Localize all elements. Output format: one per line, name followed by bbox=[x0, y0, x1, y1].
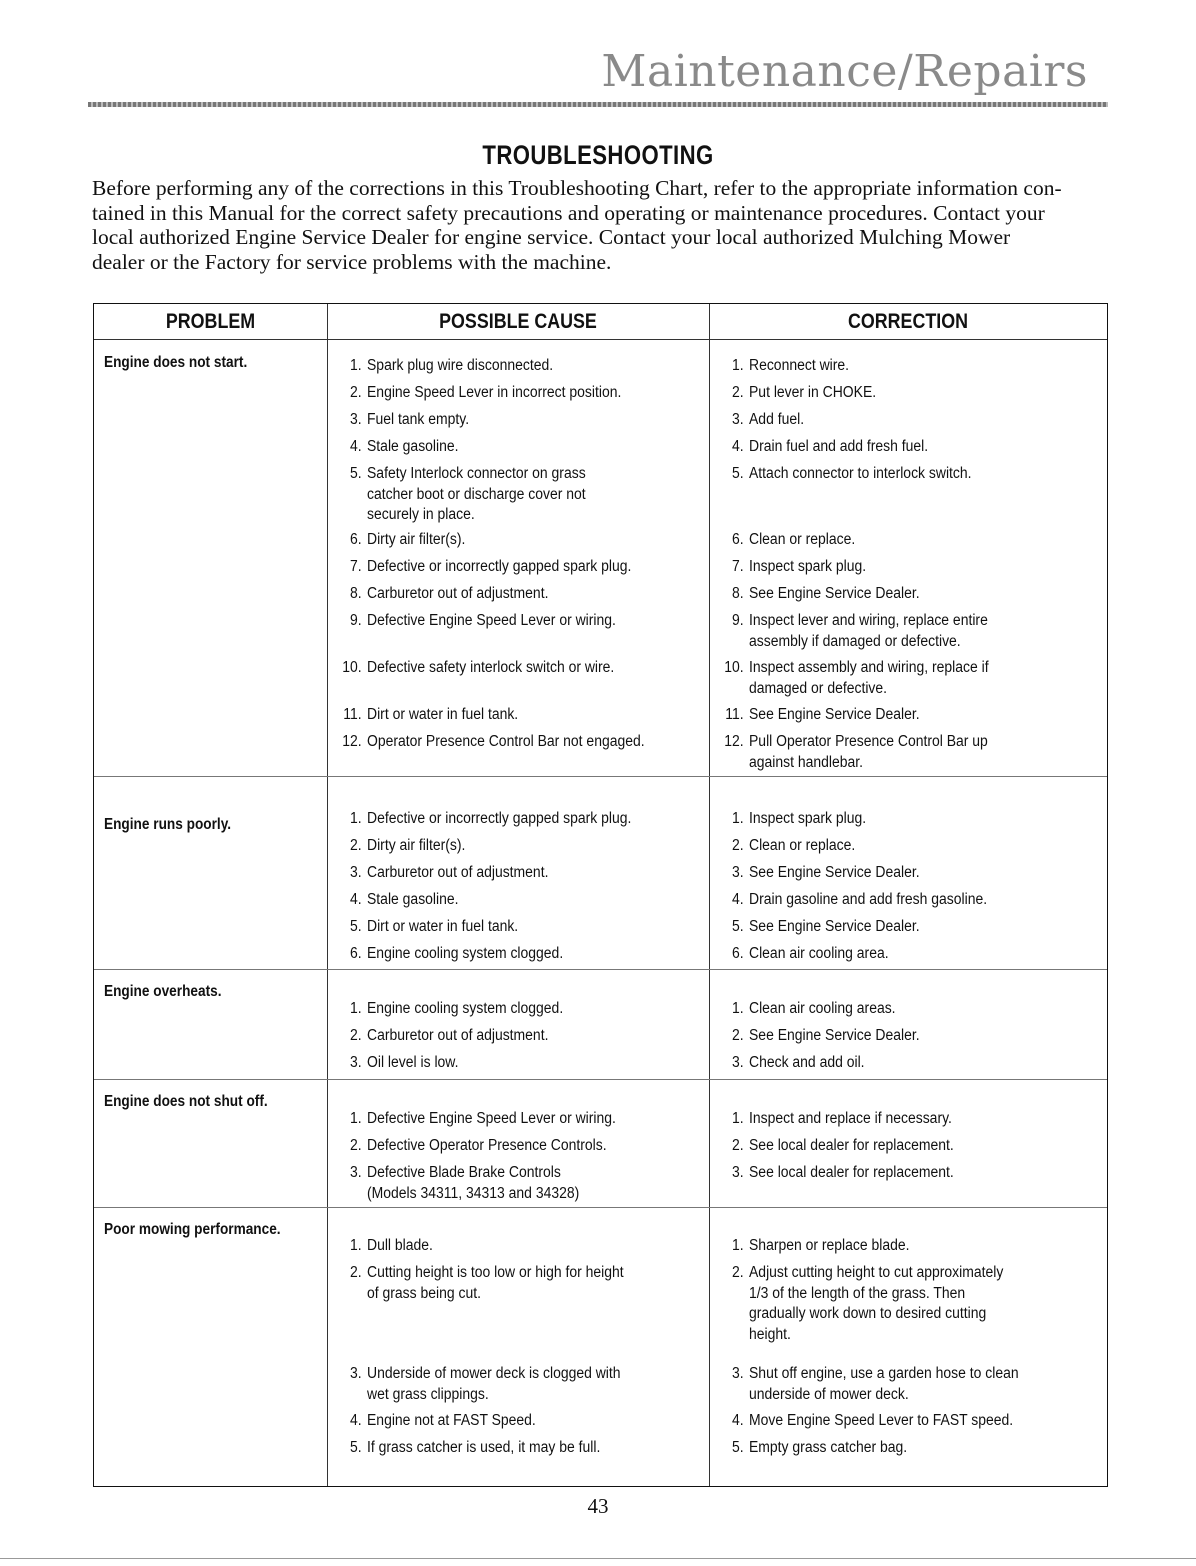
item-text: Fuel tank empty. bbox=[367, 411, 470, 428]
item-text: Inspect spark plug. bbox=[749, 558, 867, 575]
item-number: 2. bbox=[349, 1264, 362, 1281]
item-text: Defective or incorrectly gapped spark plug. bbox=[367, 810, 632, 827]
item-number: 4. bbox=[731, 1412, 744, 1429]
item-text: Attach connector to interlock switch. bbox=[749, 465, 972, 482]
item-number: 3. bbox=[731, 864, 744, 881]
item-number: 1. bbox=[349, 1237, 362, 1254]
item-number: 11. bbox=[343, 706, 362, 723]
item-number: 6. bbox=[731, 945, 744, 962]
item-number: 5. bbox=[349, 918, 362, 935]
item-number: 1. bbox=[731, 810, 744, 827]
item-text: Carburetor out of adjustment. bbox=[367, 585, 549, 602]
item-text: See Engine Service Dealer. bbox=[749, 1027, 920, 1044]
item-text: Defective Blade Brake Controls (Models 34311, 34313 and 34328) bbox=[367, 1164, 580, 1202]
item-text: See Engine Service Dealer. bbox=[749, 706, 920, 723]
item-number: 2. bbox=[731, 1264, 744, 1281]
item-number: 8. bbox=[731, 585, 744, 602]
item-number: 3. bbox=[349, 1365, 362, 1382]
row-rule bbox=[94, 969, 1107, 970]
column-header-cause: POSSIBLE CAUSE bbox=[439, 310, 597, 333]
item-text: Engine cooling system clogged. bbox=[367, 1000, 564, 1017]
item-number: 1. bbox=[349, 357, 362, 374]
intro-line: dealer or the Factory for service problems with the machine. bbox=[92, 249, 612, 274]
item-text: Clean air cooling areas. bbox=[749, 1000, 896, 1017]
troubleshooting-table bbox=[93, 303, 1108, 1487]
item-text: Oil level is low. bbox=[367, 1054, 459, 1071]
page-heading: TROUBLESHOOTING bbox=[482, 140, 714, 170]
item-text: Underside of mower deck is clogged with wet grass clippings. bbox=[367, 1365, 621, 1403]
item-text: Inspect lever and wiring, replace entire assembly if damaged or defective. bbox=[749, 612, 988, 650]
item-number: 11. bbox=[725, 706, 744, 723]
item-number: 10. bbox=[342, 659, 362, 676]
item-number: 4. bbox=[731, 891, 744, 908]
item-text: Engine cooling system clogged. bbox=[367, 945, 564, 962]
item-text: Defective Operator Presence Controls. bbox=[367, 1137, 607, 1154]
item-number: 5. bbox=[731, 918, 744, 935]
item-text: Defective Engine Speed Lever or wiring. bbox=[367, 612, 616, 629]
item-text: Stale gasoline. bbox=[367, 891, 459, 908]
item-number: 6. bbox=[731, 531, 744, 548]
item-number: 9. bbox=[731, 612, 744, 629]
item-text: Defective or incorrectly gapped spark plug. bbox=[367, 558, 632, 575]
item-text: See local dealer for replacement. bbox=[749, 1164, 954, 1181]
intro-line: Before performing any of the corrections in this Troubleshooting Chart, refer to the appropriate information con- bbox=[92, 176, 1062, 200]
item-number: 5. bbox=[349, 465, 362, 482]
header-rule bbox=[94, 339, 1107, 340]
item-text: Operator Presence Control Bar not engaged. bbox=[367, 733, 645, 750]
item-number: 1. bbox=[731, 357, 744, 374]
item-text: Pull Operator Presence Control Bar up against handlebar. bbox=[749, 733, 988, 771]
item-text: Dirty air filter(s). bbox=[367, 837, 466, 854]
intro-line: tained in this Manual for the correct safety precautions and operating or maintenance procedures. Contact your bbox=[92, 200, 1045, 225]
item-number: 3. bbox=[731, 1365, 744, 1382]
item-text: See Engine Service Dealer. bbox=[749, 585, 920, 602]
problem-label: Engine runs poorly. bbox=[104, 816, 232, 833]
item-number: 8. bbox=[349, 585, 362, 602]
item-text: Defective Engine Speed Lever or wiring. bbox=[367, 1110, 616, 1127]
item-number: 5. bbox=[731, 1439, 744, 1456]
item-text: Inspect and replace if necessary. bbox=[749, 1110, 952, 1127]
item-text: Drain fuel and add fresh fuel. bbox=[749, 438, 929, 455]
problem-label: Engine does not start. bbox=[104, 354, 248, 371]
item-number: 6. bbox=[349, 945, 362, 962]
bottom-rule bbox=[0, 1558, 1196, 1559]
item-number: 2. bbox=[731, 837, 744, 854]
item-number: 7. bbox=[349, 558, 362, 575]
item-number: 5. bbox=[731, 465, 744, 482]
page-number: 43 bbox=[587, 1494, 609, 1518]
problem-label: Engine overheats. bbox=[104, 983, 222, 1000]
column-divider bbox=[709, 304, 710, 1486]
item-text: Carburetor out of adjustment. bbox=[367, 1027, 549, 1044]
item-text: Clean or replace. bbox=[749, 837, 856, 854]
item-text: Inspect assembly and wiring, replace if damaged or defective. bbox=[749, 659, 989, 697]
item-text: Clean air cooling area. bbox=[749, 945, 889, 962]
item-text: Cutting height is too low or high for height of grass being cut. bbox=[367, 1264, 624, 1302]
item-number: 4. bbox=[349, 891, 362, 908]
problem-label: Poor mowing performance. bbox=[104, 1221, 281, 1238]
item-number: 2. bbox=[731, 1137, 744, 1154]
item-number: 2. bbox=[731, 384, 744, 401]
item-text: See local dealer for replacement. bbox=[749, 1137, 954, 1154]
item-text: Adjust cutting height to cut approximately 1/3 of the length of the grass. Then gradually work down to desired cutting height. bbox=[749, 1264, 1004, 1343]
item-text: Reconnect wire. bbox=[749, 357, 850, 374]
item-text: Add fuel. bbox=[749, 411, 805, 428]
item-text: Safety Interlock connector on grass catcher boot or discharge cover not securely in place. bbox=[367, 465, 586, 523]
item-number: 2. bbox=[349, 1027, 362, 1044]
item-number: 1. bbox=[731, 1000, 744, 1017]
row-rule bbox=[94, 1207, 1107, 1208]
item-text: Dirt or water in fuel tank. bbox=[367, 706, 519, 723]
intro-paragraph bbox=[92, 176, 1102, 274]
item-text: Put lever in CHOKE. bbox=[749, 384, 877, 401]
item-number: 3. bbox=[349, 864, 362, 881]
item-text: Sharpen or replace blade. bbox=[749, 1237, 910, 1254]
item-text: If grass catcher is used, it may be full. bbox=[367, 1439, 601, 1456]
item-number: 3. bbox=[349, 411, 362, 428]
title-rule bbox=[88, 102, 1108, 107]
item-number: 3. bbox=[731, 411, 744, 428]
item-text: Dirty air filter(s). bbox=[367, 531, 466, 548]
item-number: 4. bbox=[349, 438, 362, 455]
item-text: Move Engine Speed Lever to FAST speed. bbox=[749, 1412, 1014, 1429]
item-number: 12. bbox=[724, 733, 744, 750]
item-number: 4. bbox=[731, 438, 744, 455]
item-text: Spark plug wire disconnected. bbox=[367, 357, 554, 374]
item-text: Clean or replace. bbox=[749, 531, 856, 548]
item-text: Dull blade. bbox=[367, 1237, 433, 1254]
item-text: Inspect spark plug. bbox=[749, 810, 867, 827]
item-number: 2. bbox=[731, 1027, 744, 1044]
item-number: 1. bbox=[731, 1110, 744, 1127]
item-text: Shut off engine, use a garden hose to clean underside of mower deck. bbox=[749, 1365, 1019, 1403]
item-number: 2. bbox=[349, 384, 362, 401]
item-number: 2. bbox=[349, 837, 362, 854]
item-number: 3. bbox=[731, 1164, 744, 1181]
row-rule bbox=[94, 776, 1107, 777]
item-number: 9. bbox=[349, 612, 362, 629]
item-number: 3. bbox=[349, 1164, 362, 1181]
item-number: 10. bbox=[724, 659, 744, 676]
item-number: 12. bbox=[342, 733, 362, 750]
section-title: Maintenance/Repairs bbox=[601, 46, 1088, 97]
item-number: 5. bbox=[349, 1439, 362, 1456]
item-number: 1. bbox=[731, 1237, 744, 1254]
problem-label: Engine does not shut off. bbox=[104, 1093, 268, 1110]
item-number: 7. bbox=[731, 558, 744, 575]
item-number: 1. bbox=[349, 1000, 362, 1017]
item-text: Empty grass catcher bag. bbox=[749, 1439, 908, 1456]
item-number: 4. bbox=[349, 1412, 362, 1429]
item-number: 2. bbox=[349, 1137, 362, 1154]
item-number: 6. bbox=[349, 531, 362, 548]
item-text: Drain gasoline and add fresh gasoline. bbox=[749, 891, 988, 908]
item-text: Engine Speed Lever in incorrect position. bbox=[367, 384, 622, 401]
item-text: Dirt or water in fuel tank. bbox=[367, 918, 519, 935]
row-rule bbox=[94, 1079, 1107, 1080]
item-text: Engine not at FAST Speed. bbox=[367, 1412, 536, 1429]
item-number: 1. bbox=[349, 810, 362, 827]
item-text: Carburetor out of adjustment. bbox=[367, 864, 549, 881]
intro-line: local authorized Engine Service Dealer for engine service. Contact your local authorized Mulching Mower bbox=[92, 225, 1011, 249]
item-text: Check and add oil. bbox=[749, 1054, 865, 1071]
item-text: Stale gasoline. bbox=[367, 438, 459, 455]
column-divider bbox=[327, 304, 328, 1486]
column-header-problem: PROBLEM bbox=[165, 310, 256, 333]
item-text: See Engine Service Dealer. bbox=[749, 864, 920, 881]
column-header-correction: CORRECTION bbox=[847, 310, 968, 333]
item-text: See Engine Service Dealer. bbox=[749, 918, 920, 935]
item-text: Defective safety interlock switch or wire. bbox=[367, 659, 615, 676]
item-number: 3. bbox=[731, 1054, 744, 1071]
item-number: 1. bbox=[349, 1110, 362, 1127]
item-number: 3. bbox=[349, 1054, 362, 1071]
